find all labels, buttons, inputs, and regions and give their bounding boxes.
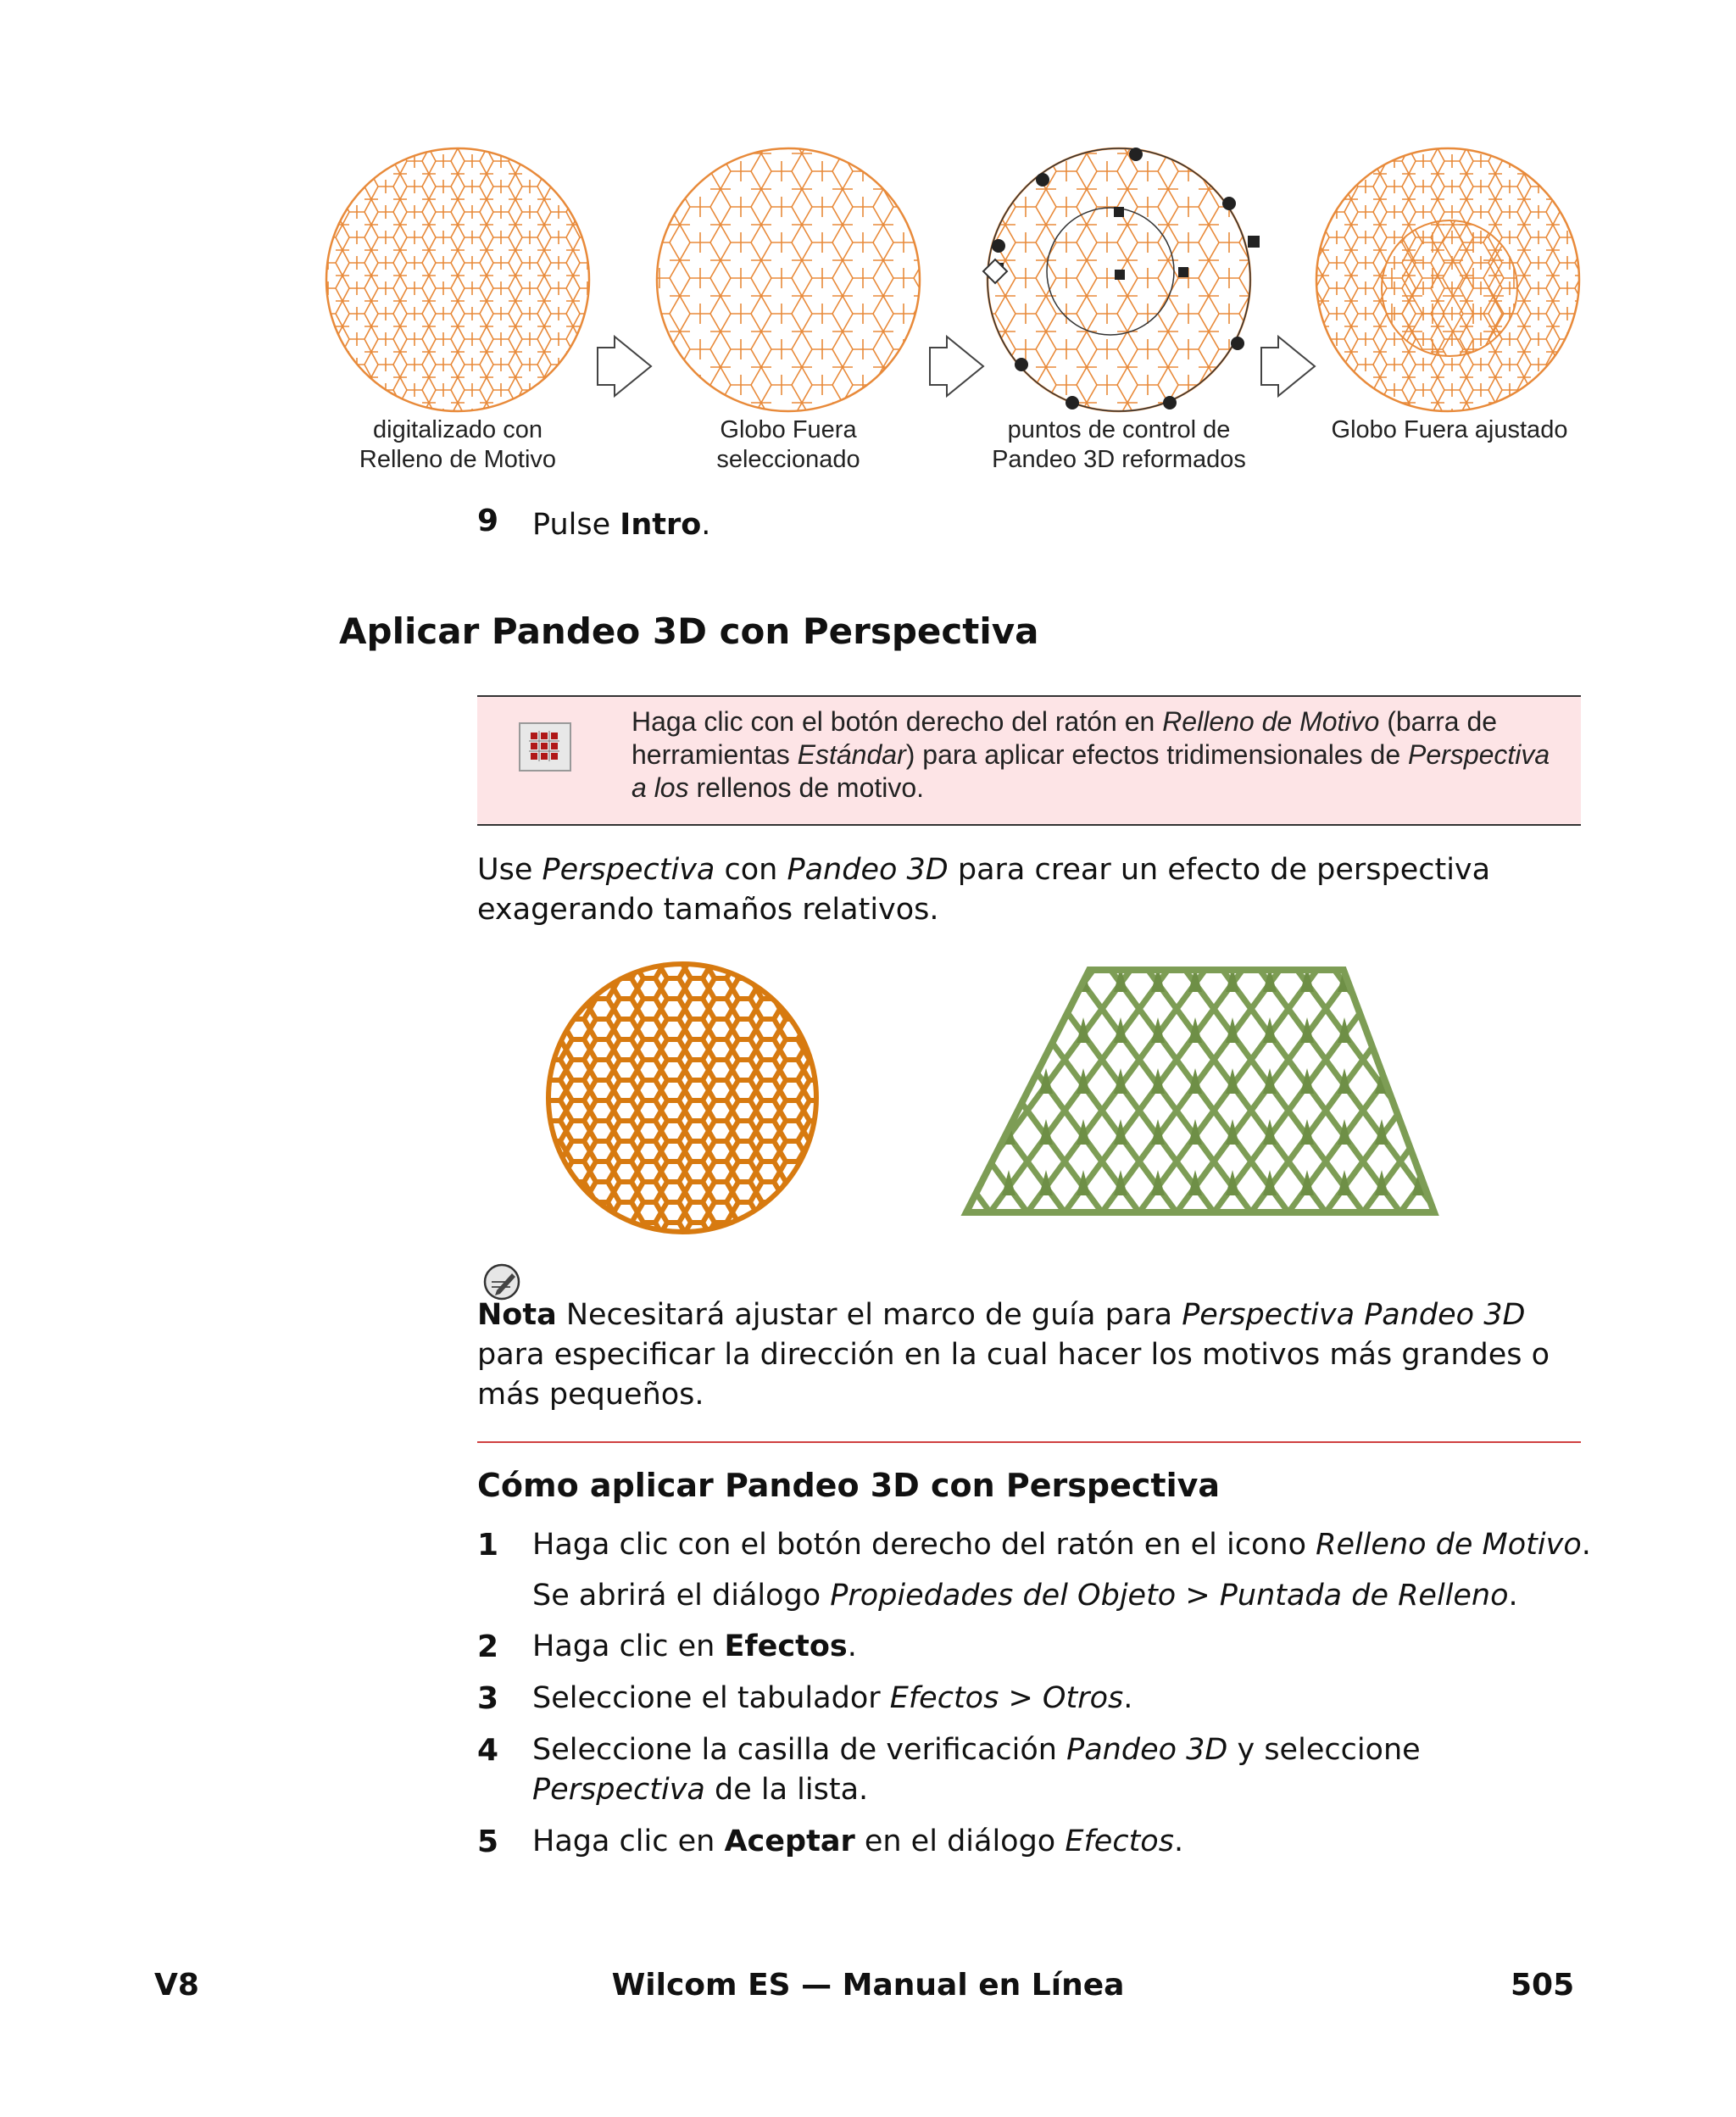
note-divider (477, 1441, 1581, 1443)
section-title: Aplicar Pandeo 3D con Perspectiva (339, 610, 1039, 652)
howto-title: Cómo aplicar Pandeo 3D con Perspectiva (477, 1467, 1221, 1504)
step-3-text: Seleccione el tabulador Efectos > Otros. (532, 1681, 1133, 1715)
arrow-right-icon (930, 337, 983, 396)
globe-out-circle (657, 148, 920, 411)
note-paragraph: Nota Necesitará ajustar el marco de guía para Perspectiva Pandeo 3D para especificar la dirección en la cual hacer los motivos más grandes o más pequeños. (477, 1298, 1550, 1412)
figure-caption-4: Globo Fuera ajustado (1331, 416, 1568, 443)
adjusted-globe-circle (1316, 148, 1579, 411)
step-5-text: Haga clic en Aceptar en el diálogo Efectos. (532, 1825, 1184, 1858)
figure-caption-2: Globo Fuera seleccionado (716, 416, 860, 473)
step-1-text: Haga clic con el botón derecho del ratón en el icono Relleno de Motivo. (532, 1528, 1591, 1562)
globe-process-figure (314, 136, 1602, 424)
green-perspective-trapezoid (966, 970, 1434, 1212)
perspective-examples-figure (542, 958, 1441, 1238)
step-number: 2 (477, 1630, 499, 1664)
arrow-right-icon (1261, 337, 1315, 396)
footer-version: V8 (154, 1968, 199, 2003)
step-number: 9 (477, 504, 499, 538)
footer-title: Wilcom ES — Manual en Línea (611, 1968, 1125, 2003)
figure-caption-3: puntos de control de Pandeo 3D reformados (992, 416, 1246, 473)
step-number: 4 (477, 1733, 499, 1768)
step-1-result: Se abrirá el diálogo Propiedades del Objeto > Puntada de Relleno. (532, 1579, 1518, 1613)
step-number: 3 (477, 1681, 499, 1716)
step-9-text: Pulse Intro. (532, 508, 711, 542)
step-9 (477, 504, 498, 538)
step-number: 1 (477, 1528, 499, 1563)
globe-control-points (983, 148, 1260, 411)
orange-stitched-globe (548, 964, 816, 1232)
intro-paragraph: Use Perspectiva con Pandeo 3D para crear un efecto de perspectiva exagerando tamaños relativos. (477, 853, 1491, 927)
arrow-right-icon (598, 337, 651, 396)
step-4-text: Seleccione la casilla de verificación Pandeo 3D y seleccione Perspectiva de la lista. (532, 1733, 1421, 1807)
figure-caption-1: digitalizado con Relleno de Motivo (359, 416, 557, 473)
tip-text: Haga clic con el botón derecho del ratón en Relleno de Motivo (barra de herramientas Estándar) para aplicar efectos tridimensionales de Perspectiva a los rellenos de motivo. (632, 706, 1550, 803)
step-2-text: Haga clic en Efectos. (532, 1630, 857, 1663)
note-label: Nota (477, 1298, 557, 1332)
step-number: 5 (477, 1825, 499, 1859)
page-number: 505 (1511, 1968, 1575, 2003)
motif-fill-circle (326, 148, 589, 411)
pattern-fill-icon[interactable] (519, 722, 571, 772)
